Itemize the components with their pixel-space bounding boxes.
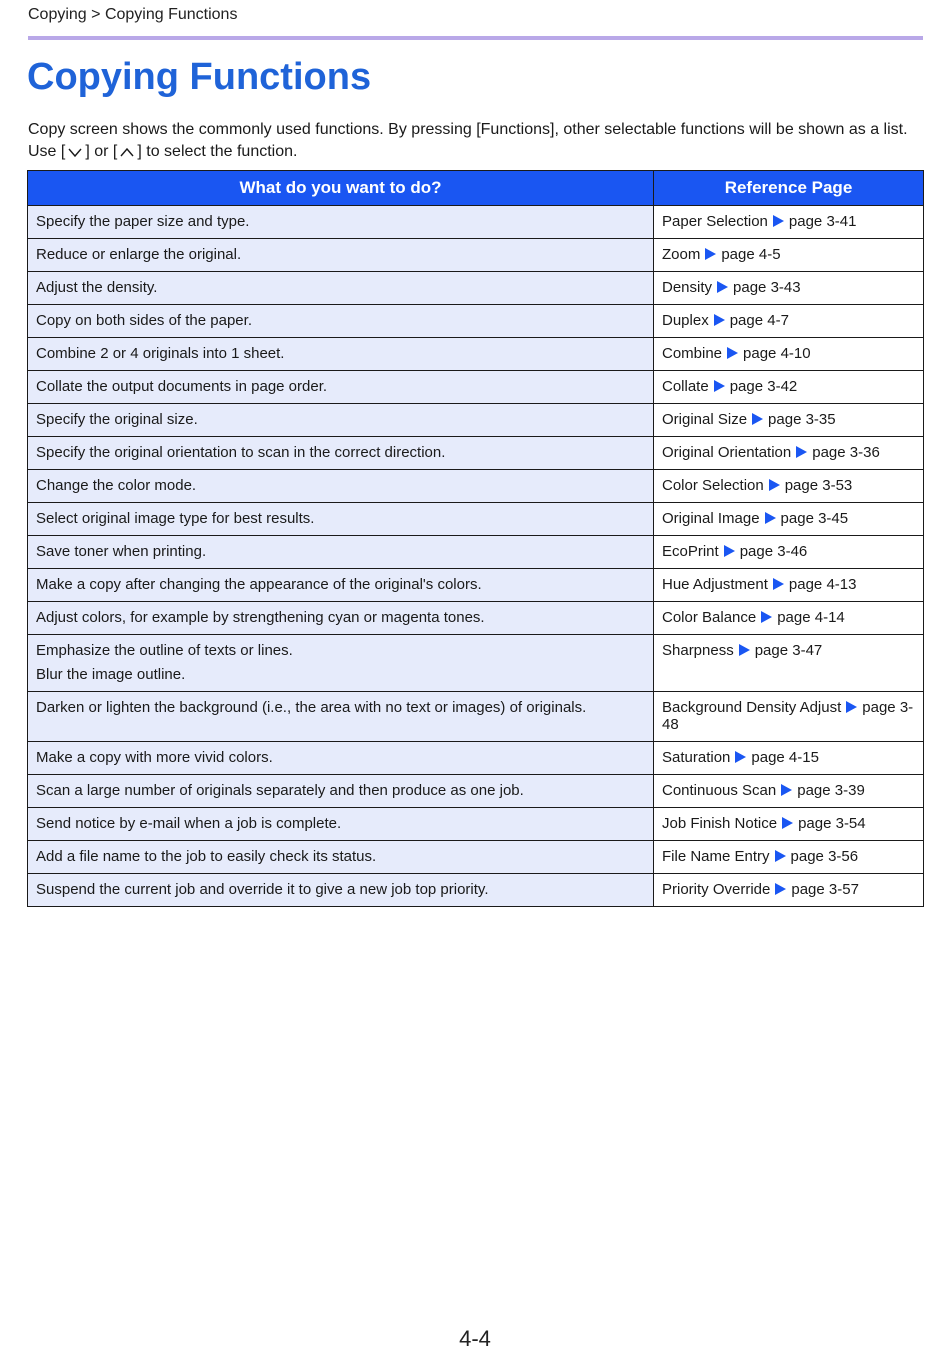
arrow-right-icon	[761, 611, 772, 623]
arrow-right-icon	[752, 413, 763, 425]
arrow-right-icon	[773, 215, 784, 227]
row-description	[28, 305, 654, 338]
function-name: Original Size	[662, 411, 748, 428]
description-text: Make a copy with more vivid colors.	[36, 749, 273, 766]
function-name: Background Density Adjust	[662, 699, 842, 716]
arrow-right-icon	[717, 281, 728, 293]
page-reference-link[interactable]: page 3-45	[780, 510, 849, 527]
function-name: Duplex	[662, 312, 709, 329]
description-text: Combine 2 or 4 originals into 1 sheet.	[36, 345, 285, 362]
row-description	[28, 775, 654, 808]
chevron-down-icon	[67, 143, 83, 165]
description-text: Add a file name to the job to easily check its status.	[36, 848, 377, 865]
intro-text-3: ] to select the function.	[137, 143, 298, 160]
reference-table	[27, 170, 924, 907]
row-description	[28, 503, 654, 536]
table-row	[28, 602, 924, 635]
description-text: Suspend the current job and override it to give a new job top priority.	[36, 881, 489, 898]
arrow-right-icon	[727, 347, 738, 359]
row-reference	[654, 635, 924, 692]
header-what: What do you want to do?	[28, 171, 654, 206]
row-reference	[654, 206, 924, 239]
function-name: EcoPrint	[662, 543, 719, 560]
description-text: Specify the paper size and type.	[36, 213, 250, 230]
row-reference	[654, 808, 924, 841]
function-name: Hue Adjustment	[662, 576, 768, 593]
table-row	[28, 569, 924, 602]
row-reference	[654, 272, 924, 305]
intro-text-2: ] or [	[85, 143, 118, 160]
page-reference-link[interactable]: page 3-35	[768, 411, 836, 428]
function-name: Job Finish Notice	[662, 815, 778, 832]
row-reference	[654, 692, 924, 742]
page-reference-link[interactable]: page 3-56	[790, 848, 859, 865]
table-row	[28, 338, 924, 371]
arrow-right-icon	[846, 701, 857, 713]
page-reference-link[interactable]: page 3-36	[812, 444, 880, 461]
function-name: Combine	[662, 345, 723, 362]
table-header-row	[28, 171, 924, 206]
row-description	[28, 404, 654, 437]
description-text: Specify the original orientation to scan in the correct direction.	[36, 444, 446, 461]
table-row	[28, 503, 924, 536]
table-row	[28, 808, 924, 841]
function-name: Zoom	[662, 246, 701, 263]
intro-text-1: Copy screen shows the commonly used functions. By pressing [Functions], other selectable functions will be shown as a list. Use [	[28, 121, 908, 160]
row-reference	[654, 503, 924, 536]
page-number: 4-4	[459, 1326, 491, 1351]
page-reference-link[interactable]: page 4-15	[751, 749, 819, 766]
row-description	[28, 841, 654, 874]
description-text: Collate the output documents in page order.	[36, 378, 328, 395]
description-text: Adjust the density.	[36, 279, 158, 296]
arrow-right-icon	[765, 512, 776, 524]
function-name: Original Orientation	[662, 444, 792, 461]
row-reference	[654, 371, 924, 404]
description-text: Reduce or enlarge the original.	[36, 246, 242, 263]
page-reference-link[interactable]: page 3-48	[662, 699, 914, 733]
arrow-right-icon	[782, 817, 793, 829]
table-row	[28, 470, 924, 503]
row-reference	[654, 841, 924, 874]
arrow-right-icon	[781, 784, 792, 796]
row-description	[28, 874, 654, 907]
header-divider	[28, 36, 923, 40]
row-reference	[654, 602, 924, 635]
page-reference-link[interactable]: page 3-39	[797, 782, 865, 799]
description-text: Change the color mode.	[36, 477, 197, 494]
intro-paragraph	[28, 119, 923, 165]
row-reference	[654, 569, 924, 602]
row-reference	[654, 338, 924, 371]
row-description	[28, 272, 654, 305]
function-name: Collate	[662, 378, 709, 395]
arrow-right-icon	[724, 545, 735, 557]
row-reference	[654, 305, 924, 338]
row-reference	[654, 404, 924, 437]
page-reference-link[interactable]: page 3-41	[788, 213, 857, 230]
row-description	[28, 692, 654, 742]
row-description	[28, 338, 654, 371]
description-text: Scan a large number of originals separately and then produce as one job.	[36, 782, 524, 799]
table-row	[28, 437, 924, 470]
page-reference-link[interactable]: page 3-53	[784, 477, 853, 494]
description-text: Select original image type for best results.	[36, 510, 315, 527]
function-name: Original Image	[662, 510, 760, 527]
table-row	[28, 635, 924, 692]
description-text: Darken or lighten the background (i.e., the area with no text or images) of originals.	[36, 699, 587, 716]
description-text: Adjust colors, for example by strengthening cyan or magenta tones.	[36, 609, 485, 626]
arrow-right-icon	[705, 248, 716, 260]
row-description	[28, 569, 654, 602]
table-row	[28, 841, 924, 874]
arrow-right-icon	[714, 380, 725, 392]
page-reference-link[interactable]: page 3-47	[754, 642, 823, 659]
page-title: Copying Functions	[27, 56, 372, 98]
row-description	[28, 808, 654, 841]
table-row	[28, 371, 924, 404]
table-row	[28, 775, 924, 808]
function-name: Priority Override	[662, 881, 771, 898]
table-row	[28, 404, 924, 437]
table-row	[28, 874, 924, 907]
row-description	[28, 536, 654, 569]
page-reference-link[interactable]: page 3-43	[733, 279, 801, 296]
row-description	[28, 470, 654, 503]
description-text: Save toner when printing.	[36, 543, 207, 560]
table-row	[28, 206, 924, 239]
header-reference: Reference Page	[654, 171, 924, 206]
table-row	[28, 692, 924, 742]
row-reference	[654, 742, 924, 775]
arrow-right-icon	[796, 446, 807, 458]
table-row	[28, 742, 924, 775]
arrow-right-icon	[775, 850, 786, 862]
page-reference-link[interactable]: page 4-10	[743, 345, 811, 362]
row-reference	[654, 470, 924, 503]
description-text: Blur the image outline.	[36, 666, 186, 683]
row-reference	[654, 239, 924, 272]
row-description	[28, 742, 654, 775]
function-name: Color Balance	[662, 609, 757, 626]
row-description	[28, 437, 654, 470]
arrow-right-icon	[775, 883, 786, 895]
description-text: Emphasize the outline of texts or lines.	[36, 642, 293, 659]
row-description	[28, 602, 654, 635]
page-reference-link[interactable]: page 4-14	[777, 609, 845, 626]
page-reference-link[interactable]: page 4-13	[788, 576, 857, 593]
row-reference	[654, 437, 924, 470]
page-reference-link[interactable]: page 4-5	[721, 246, 781, 263]
page-reference-link[interactable]: page 3-54	[798, 815, 866, 832]
function-name: File Name Entry	[662, 848, 770, 865]
row-reference	[654, 874, 924, 907]
row-description	[28, 239, 654, 272]
function-name: Paper Selection	[662, 213, 768, 230]
arrow-right-icon	[773, 578, 784, 590]
page-reference-link[interactable]: page 3-57	[791, 881, 859, 898]
function-name: Saturation	[662, 749, 731, 766]
chevron-up-icon	[119, 143, 135, 165]
row-reference	[654, 536, 924, 569]
arrow-right-icon	[739, 644, 750, 656]
row-description	[28, 206, 654, 239]
function-name: Continuous Scan	[662, 782, 777, 799]
row-description	[28, 371, 654, 404]
table-row	[28, 305, 924, 338]
function-name: Color Selection	[662, 477, 764, 494]
page-reference-link[interactable]: page 3-46	[739, 543, 808, 560]
arrow-right-icon	[769, 479, 780, 491]
page-reference-link[interactable]: page 4-7	[729, 312, 789, 329]
description-text: Specify the original size.	[36, 411, 198, 428]
table-row	[28, 536, 924, 569]
arrow-right-icon	[714, 314, 725, 326]
row-description	[28, 635, 654, 692]
table-row	[28, 239, 924, 272]
description-text: Copy on both sides of the paper.	[36, 312, 252, 329]
breadcrumb: Copying > Copying Functions	[28, 6, 238, 23]
arrow-right-icon	[735, 751, 746, 763]
page-reference-link[interactable]: page 3-42	[729, 378, 798, 395]
function-name: Density	[662, 279, 713, 296]
row-reference	[654, 775, 924, 808]
function-name: Sharpness	[662, 642, 734, 659]
table-row	[28, 272, 924, 305]
description-text: Send notice by e-mail when a job is complete.	[36, 815, 342, 832]
description-text: Make a copy after changing the appearance of the original's colors.	[36, 576, 482, 593]
